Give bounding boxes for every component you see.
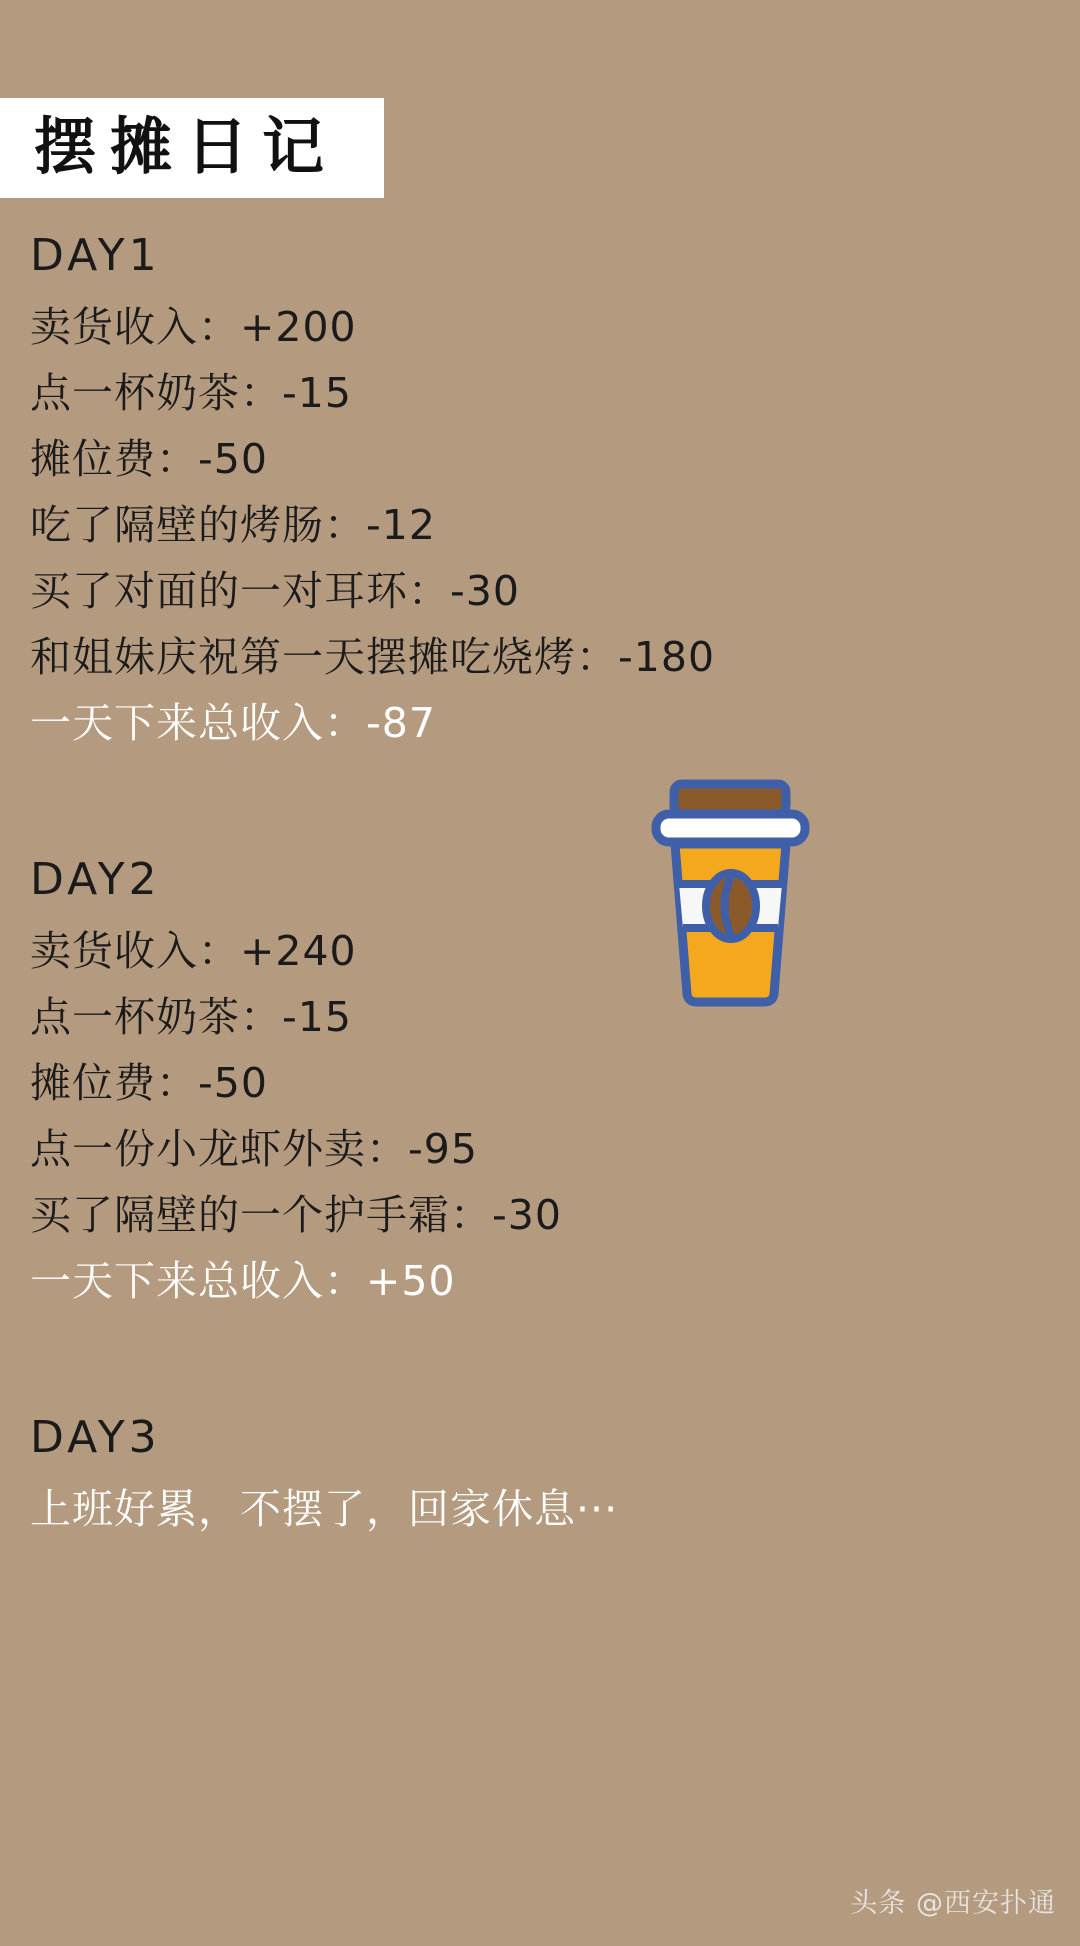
entry-total-line: 一天下来总收入：+50 (30, 1257, 456, 1305)
title-badge (0, 98, 384, 198)
diary-content (30, 222, 1040, 1542)
entry-line: 摊位费：-50 (30, 1059, 268, 1107)
entry-line: 点一份小龙虾外卖：-95 (30, 1125, 478, 1173)
entry-total-line: 一天下来总收入：-87 (30, 699, 436, 747)
section-spacer (30, 1314, 1040, 1404)
section-spacer (30, 756, 1040, 846)
watermark-text: 头条 @西安扑通 (850, 1888, 1056, 1919)
entry-line: 卖货收入：+200 (30, 303, 357, 351)
entry-line: 买了对面的一对耳环：-30 (30, 567, 520, 615)
day-label: DAY2 (30, 854, 161, 905)
day-label: DAY1 (30, 230, 161, 281)
entry-line: 吃了隔壁的烤肠：-12 (30, 501, 436, 549)
day-label: DAY3 (30, 1412, 161, 1463)
watermark (850, 1881, 1056, 1920)
entry-line: 摊位费：-50 (30, 435, 268, 483)
diary-entry-day2 (30, 846, 1040, 1314)
entry-total-line: 上班好累，不摆了，回家休息··· (30, 1485, 619, 1533)
diary-entry-day1 (30, 222, 1040, 756)
entry-line: 和姐妹庆祝第一天摆摊吃烧烤：-180 (30, 633, 716, 681)
entry-line: 买了隔壁的一个护手霜：-30 (30, 1191, 562, 1239)
entry-line: 点一杯奶茶：-15 (30, 993, 352, 1041)
entry-line: 卖货收入：+240 (30, 927, 357, 975)
diary-entry-day3 (30, 1404, 1040, 1542)
page-title: 摆摊日记 (34, 110, 339, 183)
coffee-cup-icon (648, 772, 813, 1008)
entry-line: 点一杯奶茶：-15 (30, 369, 352, 417)
